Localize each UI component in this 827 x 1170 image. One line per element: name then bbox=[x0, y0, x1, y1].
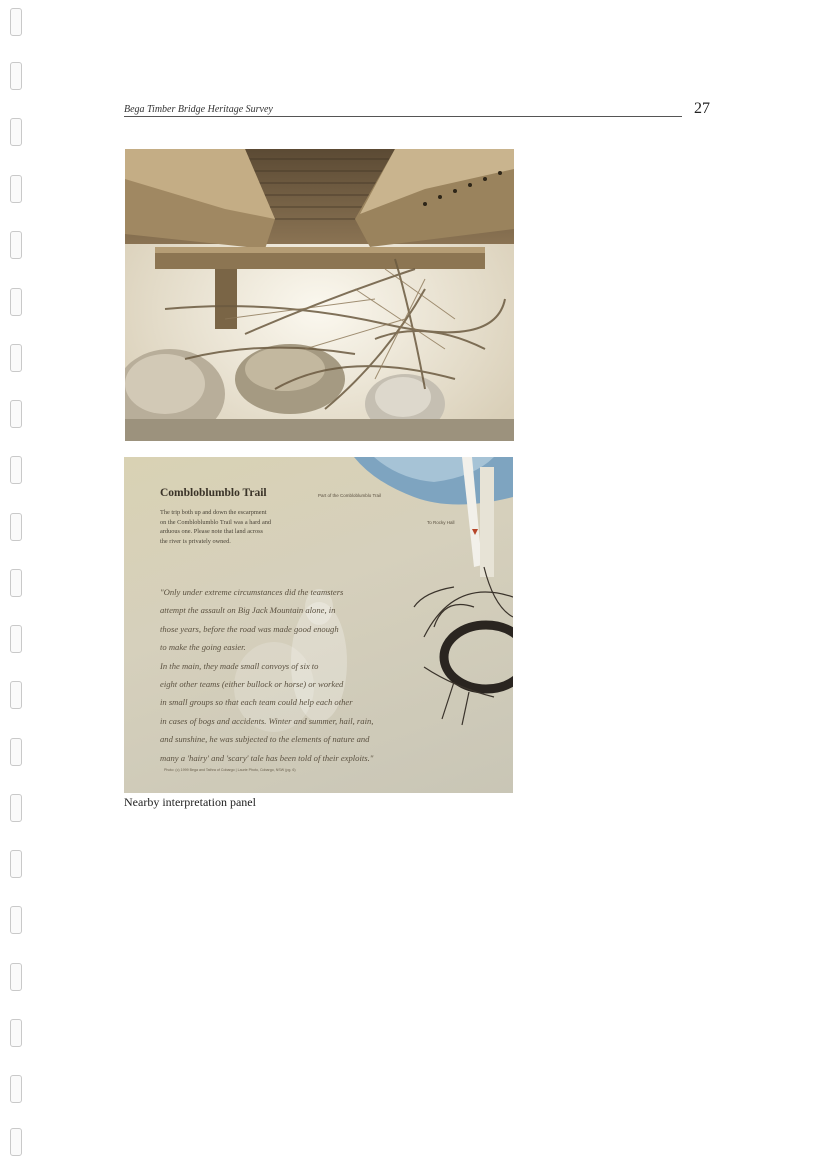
binder-hole bbox=[10, 62, 22, 90]
panel-intro-line: arduous one. Please note that land across bbox=[160, 528, 263, 536]
binder-hole bbox=[10, 738, 22, 766]
panel-quote-line: "Only under extreme circumstances did the teamsters bbox=[160, 587, 344, 597]
binder-holes bbox=[10, 0, 24, 1170]
binder-hole bbox=[10, 1075, 22, 1103]
page-header bbox=[124, 99, 710, 117]
binder-hole bbox=[10, 850, 22, 878]
binder-hole bbox=[10, 625, 22, 653]
binder-hole bbox=[10, 1128, 22, 1156]
bridge-underside-photo bbox=[125, 149, 514, 441]
header-rule bbox=[124, 116, 682, 117]
header-title: Bega Timber Bridge Heritage Survey bbox=[124, 104, 273, 115]
panel-subtitle: Part of the Combloblumblo Trail bbox=[318, 493, 382, 498]
panel-quote bbox=[160, 583, 480, 767]
binder-hole bbox=[10, 1019, 22, 1047]
panel-quote-line: to make the going easier. bbox=[160, 642, 246, 653]
binder-hole bbox=[10, 400, 22, 428]
binder-hole bbox=[10, 8, 22, 36]
binder-hole bbox=[10, 231, 22, 259]
panel-quote-line: in cases of bogs and accidents. Winter and summer, hail, rain, bbox=[160, 715, 374, 726]
binder-hole bbox=[10, 681, 22, 709]
panel-place-label: To Rocky Hall bbox=[427, 520, 455, 525]
binder-hole bbox=[10, 569, 22, 597]
panel-quote-line: and sunshine, he was subjected to the elements of nature and bbox=[160, 734, 370, 745]
binder-hole bbox=[10, 906, 22, 934]
panel-quote-line: attempt the assault on Big Jack Mountain alone, in bbox=[160, 605, 336, 616]
binder-hole bbox=[10, 175, 22, 203]
panel-intro bbox=[160, 508, 320, 546]
panel-quote-line: In the main, they made small convoys of six to bbox=[160, 660, 319, 671]
figure-caption: Nearby interpretation panel bbox=[124, 795, 256, 809]
panel-quote-line: many a 'hairy' and 'scary' tale has been told of their exploits." bbox=[160, 752, 374, 763]
panel-title: Combloblumblo Trail bbox=[160, 487, 267, 499]
panel-quote-line: eight other teams (either bullock or horse) or worked bbox=[160, 679, 344, 690]
panel-intro-line: the river is privately owned. bbox=[160, 537, 231, 545]
binder-hole bbox=[10, 513, 22, 541]
panel-quote-line: those years, before the road was made good enough bbox=[160, 623, 339, 634]
binder-hole bbox=[10, 288, 22, 316]
panel-credit: Photo: (c) 1999 Bega and Tathra of Cobargo | Laurie Photo, Cobargo, NSW (pg. 6) bbox=[164, 768, 296, 772]
panel-quote-line: in small groups so that each team could help each other bbox=[160, 697, 353, 708]
panel-intro-line: The trip both up and down the escarpment bbox=[160, 509, 267, 516]
binder-hole bbox=[10, 794, 22, 822]
panel-intro-line: on the Combloblumblo Trail was a hard and bbox=[160, 518, 272, 526]
interpretation-panel-photo bbox=[124, 457, 513, 793]
binder-hole bbox=[10, 118, 22, 146]
binder-hole bbox=[10, 456, 22, 484]
page-number: 27 bbox=[694, 100, 710, 117]
bridge-photo-illustration bbox=[125, 149, 514, 441]
binder-hole bbox=[10, 963, 22, 991]
binder-hole bbox=[10, 344, 22, 372]
